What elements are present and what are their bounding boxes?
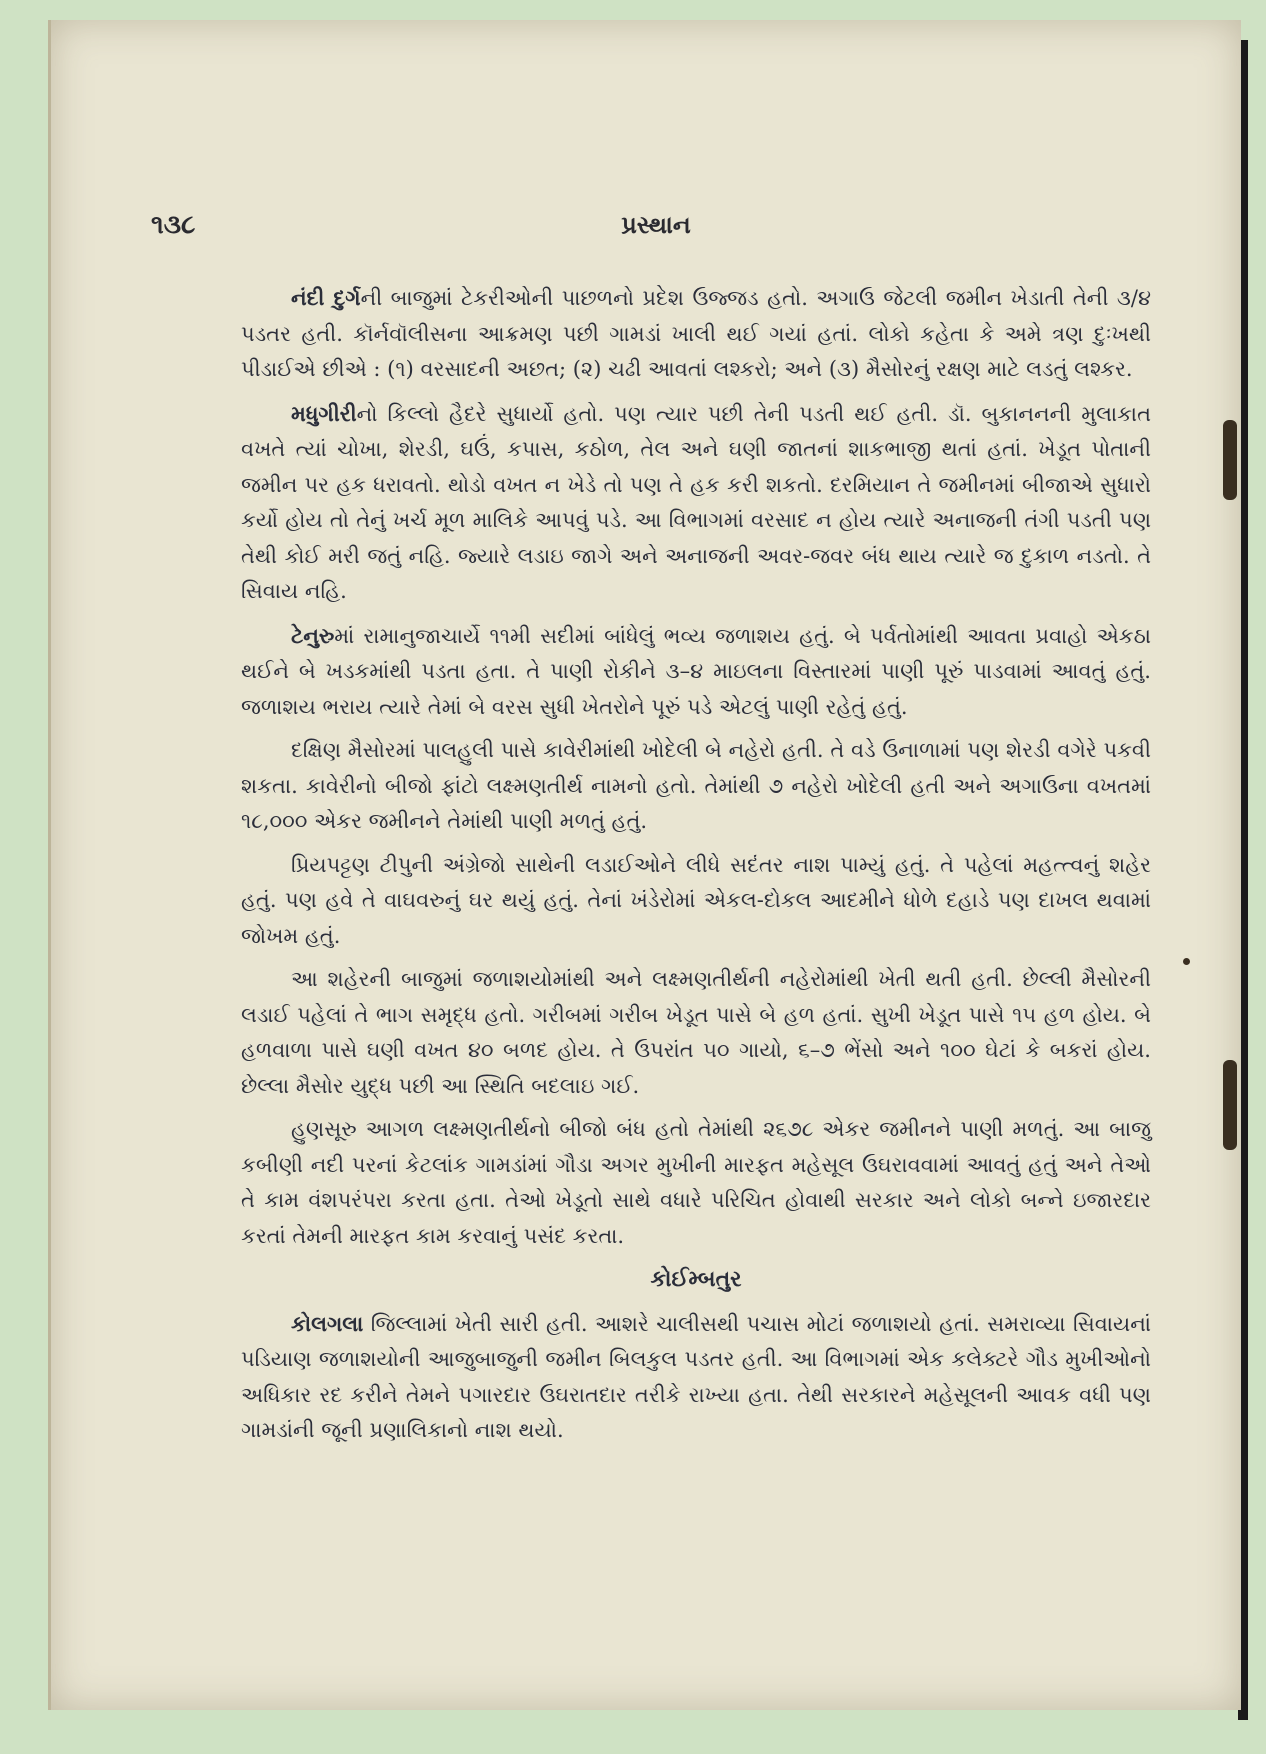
page-number: ૧૩૮ [151, 210, 196, 240]
paragraph: હુણસૂરુ આગળ લક્ષ્મણતીર્થનો બીજો બંધ હતો તેમાંથી ૨૬૭૮ એકર જમીનને પાણી મળતું. આ બાજુ કબીણી નદી પરનાં કેટલાંક ગામડાંમાં ગૌડા અગર મુખીની મારફત મહેસૂલ ઉઘરાવવામાં આવતું હતું અને તેઓ તે કામ વંશપરંપરા કરતા હતા. તેઓ ખેડૂતો સાથે વધારે પરિચિત હોવાથી સરકાર અને લોકો બન્ને ઇજારદાર કરતાં તેમની મારફત કામ કરવાનું પસંદ કરતા. [241, 1117, 1151, 1248]
book-page [48, 20, 1241, 1710]
binding-mark [1223, 1060, 1237, 1150]
body-text [241, 280, 1151, 1457]
section-heading: કોઈમ્બતુર [650, 1266, 742, 1292]
paragraph: દક્ષિણ મૈસોરમાં પાલહુલી પાસે કાવેરીમાંથી ખોદેલી બે નહેરો હતી. તે વડે ઉનાળામાં પણ શેરડી વગેરે પકવી શકતા. કાવેરીનો બીજો ફાંટો લક્ષ્મણતીર્થ નામનો હતો. તેમાંથી ૭ નહેરો ખોદેલી હતી અને અગાઉના વખતમાં ૧૮,૦૦૦ એકર જમીનને તેમાંથી પાણી મળતું હતું. [241, 738, 1151, 833]
paragraph: પ્રિયપટ્ટણ ટીપુની અંગ્રેજો સાથેની લડાઈઓને લીધે સદંતર નાશ પામ્યું હતું. તે પહેલાં મહત્ત્વનું શહેર હતું. પણ હવે તે વાઘવરુનું ઘર થયું હતું. તેનાં ખંડેરોમાં એકલ-દોકલ આદમીને ધોળે દહાડે પણ દાખલ થવામાં જોખમ હતું. [241, 852, 1151, 948]
paragraph: ટેનુરુમાં રામાનુજાચાર્યે ૧૧મી સદીમાં બાંધેલું ભવ્ય જળાશય હતું. બે પર્વતોમાંથી આવતા પ્રવાહો એકઠા થઈને બે ખડકમાંથી પડતા હતા. તે પાણી રોકીને ૩–૪ માઇલના વિસ્તારમાં પાણી પૂરું પાડવામાં આવતું હતું. જળાશય ભરાય ત્યારે તેમાં બે વરસ સુધી ખેતરોને પૂરું પડે એટલું પાણી રહેતું હતું. [241, 622, 1151, 719]
page-header [151, 210, 1161, 250]
paragraph: કોલગલા જિલ્લામાં ખેતી સારી હતી. આશરે ચાલીસથી પચાસ મોટાં જળાશયો હતાં. સમરાવ્યા સિવાયનાં પડિયાણ જળાશયોની આજુબાજુની જમીન બિલકુલ પડતર હતી. આ વિભાગમાં એક કલેક્ટરે ગૌડ મુખીઓનો અધિકાર રદ કરીને તેમને પગારદાર ઉઘરાતદાર તરીકે રાખ્યા હતા. તેથી સરકારને મહેસૂલની આવક વધી પણ ગામડાંની જૂની પ્રણાલિકાનો નાશ થયો. [241, 1310, 1151, 1442]
paragraph: નંદી દુર્ગની બાજુમાં ટેકરીઓની પાછળનો પ્રદેશ ઉજ્જડ હતો. અગાઉ જેટલી જમીન ખેડાતી તેની ૩/૪ પડતર હતી. કૉર્નવૉલીસના આક્રમણ પછી ગામડાં ખાલી થઈ ગયાં હતાં. લોકો કહેતા કે અમે ત્રણ દુઃખથી પીડાઈએ છીએ : (૧) વરસાદની અછત; (૨) ચઢી આવતાં લશ્કરો; અને (૩) મૈસોરનું રક્ષણ માટે લડતું લશ્કર. [241, 285, 1151, 381]
binding-mark [1223, 420, 1237, 500]
ink-dot [1183, 958, 1190, 965]
paragraph: આ શહેરની બાજુમાં જળાશયોમાંથી અને લક્ષ્મણતીર્થની નહેરોમાંથી ખેતી થતી હતી. છેલ્લી મૈસોરની લડાઈ પહેલાં તે ભાગ સમૃદ્ધ હતો. ગરીબમાં ગરીબ ખેડૂત પાસે બે હળ હતાં. સુખી ખેડૂત પાસે ૧૫ હળ હોય. બે હળવાળા પાસે ઘણી વખત ૪૦ બળદ હોય. તે ઉપરાંત ૫૦ ગાયો, ૬–૭ ભેંસો અને ૧૦૦ ઘેટાં કે બકરાં હોય. છેલ્લા મૈસોર યુદ્ધ પછી આ સ્થિતિ બદલાઇ ગઈ. [241, 967, 1151, 1098]
running-head: પ્રસ્થાન [621, 210, 691, 239]
paragraph: મધુગીરીનો કિલ્લો હૈદરે સુધાર્યો હતો. પણ ત્યાર પછી તેની પડતી થઈ હતી. ડૉ. બુકાનનની મુલાકાત વખતે ત્યાં ચોખા, શેરડી, ઘઉં, કપાસ, કઠોળ, તેલ અને ઘણી જાતનાં શાકભાજી થતાં હતાં. ખેડૂત પોતાની જમીન પર હક ધરાવતો. થોડો વખત ન ખેડે તો પણ તે હક કરી શકતો. દરમિયાન તે જમીનમાં બીજાએ સુધારો કર્યો હોય તો તેનું ખર્ચ મૂળ માલિકે આપવું પડે. આ વિભાગમાં વરસાદ ન હોય ત્યારે અનાજની તંગી પડતી પણ તેથી કોઈ મરી જતું નહિ. જ્યારે લડાઇ જાગે અને અનાજની અવર-જવર બંધ થાય ત્યારે જ દુકાળ નડતો. તે સિવાય નહિ. [241, 400, 1152, 603]
